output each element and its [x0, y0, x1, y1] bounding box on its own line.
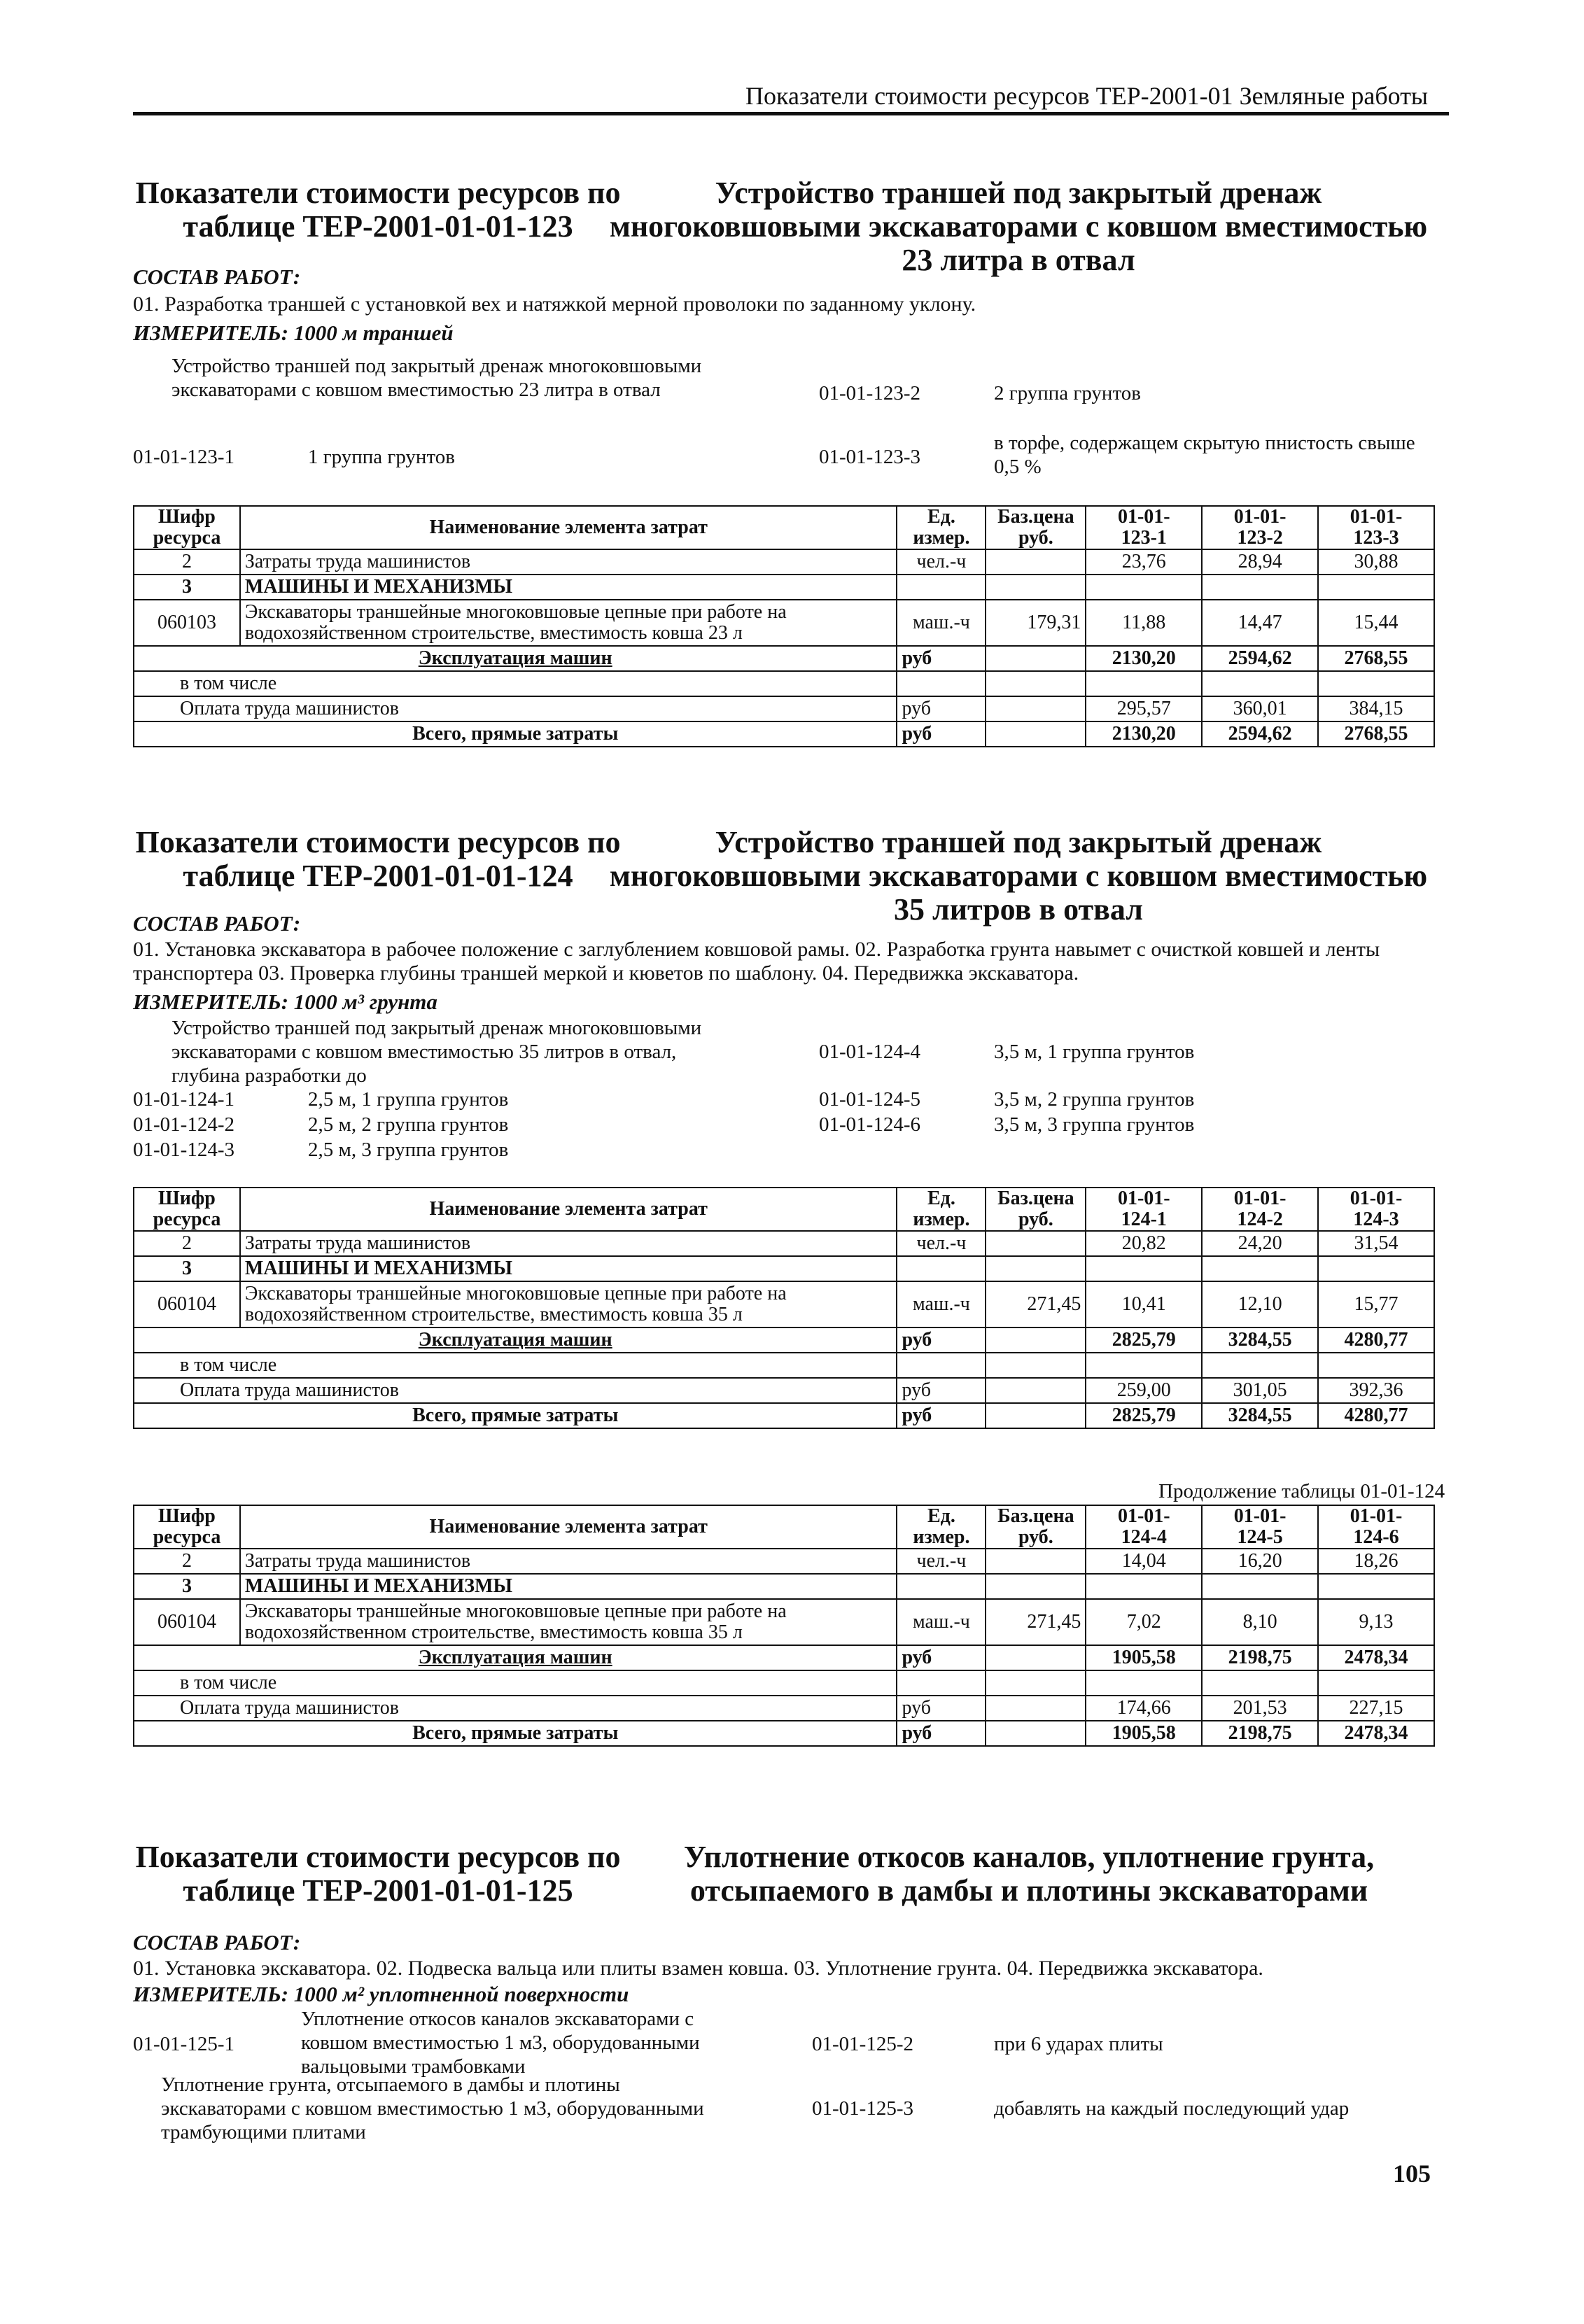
- table-row: Оплата труда машинистов руб 259,00 301,05 392,36: [134, 1378, 1434, 1403]
- table-row: Эксплуатация машин руб 2825,79 3284,55 4280,77: [134, 1328, 1434, 1353]
- section-123-title-left: Показатели стоимости ресурсов по таблице ТЕР-2001-01-01-123: [135, 176, 621, 244]
- code-124-2-text: 2,5 м, 2 группа грунтов: [308, 1113, 509, 1136]
- section-123-description: Устройство траншей под закрытый дренаж многоковшовыми экскаваторами с ковшом вместимостью 23 литра в отвал: [171, 355, 702, 401]
- cost-table-123: [133, 505, 1435, 747]
- header-unit: Ед. измер.: [897, 506, 986, 549]
- header-col-3: 01-01- 124-6: [1318, 1505, 1434, 1549]
- page-number: 105: [1393, 2160, 1431, 2188]
- meter-label: ИЗМЕРИТЕЛЬ: 1000 м² уплотненной поверхности: [133, 1982, 629, 2006]
- table-row: Эксплуатация машин руб 2130,20 2594,62 2768,55: [134, 646, 1434, 671]
- code-125-3: 01-01-125-3: [812, 2097, 913, 2120]
- table-row: 2 Затраты труда машинистов чел.-ч 20,82 24,20 31,54: [134, 1231, 1434, 1256]
- code-123-3-text: в торфе, содержащем скрытую пнистость свыше 0,5 %: [994, 432, 1415, 478]
- header-col-2: 01-01- 123-2: [1202, 506, 1318, 549]
- section-124-description: Устройство траншей под закрытый дренаж многоковшовыми экскаваторами с ковшом вместимостью 35 литров в отвал, глубина разработки до: [171, 1017, 702, 1087]
- section-125-title-right: Уплотнение откосов каналов, уплотнение грунта, отсыпаемого в дамбы и плотины экскаваторами: [683, 1840, 1375, 1908]
- header-code: Шифр ресурса: [134, 1505, 240, 1549]
- header-col-1: 01-01- 124-4: [1086, 1505, 1202, 1549]
- section-125-title-left: Показатели стоимости ресурсов по таблице ТЕР-2001-01-01-125: [135, 1840, 621, 1908]
- running-header: Показатели стоимости ресурсов ТЕР-2001-01 Земляные работы: [745, 82, 1429, 110]
- composition-label: СОСТАВ РАБОТ:: [133, 911, 301, 936]
- header-col-1: 01-01- 124-1: [1086, 1188, 1202, 1231]
- header-name: Наименование элемента затрат: [240, 1505, 897, 1549]
- table-row: в том числе: [134, 671, 1434, 696]
- header-unit: Ед. измер.: [897, 1188, 986, 1231]
- header-col-3: 01-01- 124-3: [1318, 1188, 1434, 1231]
- header-unit: Ед. измер.: [897, 1505, 986, 1549]
- section-124-title-left: Показатели стоимости ресурсов по таблице ТЕР-2001-01-01-124: [135, 825, 621, 893]
- section-125-description: Уплотнение грунта, отсыпаемого в дамбы и плотины экскаваторами с ковшом вместимостью 1 м3, оборудованными трамбующими плитами: [161, 2073, 704, 2143]
- code-124-3-text: 2,5 м, 3 группа грунтов: [308, 1139, 509, 1161]
- header-col-1: 01-01- 123-1: [1086, 506, 1202, 549]
- table-row: Всего, прямые затраты руб 1905,58 2198,75 2478,34: [134, 1721, 1434, 1746]
- code-124-1: 01-01-124-1: [133, 1088, 234, 1111]
- code-125-2: 01-01-125-2: [812, 2033, 913, 2055]
- table-row: 2 Затраты труда машинистов чел.-ч 23,76 28,94 30,88: [134, 549, 1434, 575]
- code-123-2: 01-01-123-2: [819, 382, 920, 404]
- header-code: Шифр ресурса: [134, 1188, 240, 1231]
- code-123-1: 01-01-123-1: [133, 446, 234, 468]
- header-name: Наименование элемента затрат: [240, 1188, 897, 1231]
- code-125-1: 01-01-125-1: [133, 2033, 234, 2055]
- code-124-3: 01-01-124-3: [133, 1139, 234, 1161]
- header-col-3: 01-01- 123-3: [1318, 506, 1434, 549]
- composition-text: 01. Установка экскаватора. 02. Подвеска вальца или плиты взамен ковша. 03. Уплотнение грунта. 04. Передвижка экскаватора.: [133, 1957, 1263, 1980]
- header-col-2: 01-01- 124-2: [1202, 1188, 1318, 1231]
- table-row: Оплата труда машинистов руб 174,66 201,53 227,15: [134, 1696, 1434, 1721]
- code-124-4: 01-01-124-4: [819, 1041, 920, 1063]
- code-123-3: 01-01-123-3: [819, 446, 920, 468]
- table-row: в том числе: [134, 1353, 1434, 1378]
- section-124-title-right: Устройство траншей под закрытый дренаж многоковшовыми экскаваторами с ковшом вместимостью 35 литров в отвал: [609, 825, 1428, 927]
- code-124-1-text: 2,5 м, 1 группа грунтов: [308, 1088, 509, 1111]
- header-price: Баз.цена руб.: [986, 506, 1086, 549]
- table-row: в том числе: [134, 1670, 1434, 1696]
- cost-table-124-part-2: [133, 1505, 1435, 1747]
- table-row: 3 МАШИНЫ И МЕХАНИЗМЫ: [134, 575, 1434, 600]
- table-row: 3 МАШИНЫ И МЕХАНИЗМЫ: [134, 1574, 1434, 1599]
- header-rule: [133, 112, 1449, 115]
- header-price: Баз.цена руб.: [986, 1188, 1086, 1231]
- code-124-6: 01-01-124-6: [819, 1113, 920, 1136]
- code-123-2-text: 2 группа грунтов: [994, 382, 1141, 404]
- table-row: 2 Затраты труда машинистов чел.-ч 14,04 16,20 18,26: [134, 1549, 1434, 1574]
- code-124-5: 01-01-124-5: [819, 1088, 920, 1111]
- header-name: Наименование элемента затрат: [240, 506, 897, 549]
- table-row: 060103 Экскаваторы траншейные многоковшовые цепные при работе на водохозяйственном строительстве, вместимость ковша 23 л маш.-ч 179,31 11,88 14,47 15,44: [134, 600, 1434, 646]
- cost-table-124-part-1: [133, 1187, 1435, 1429]
- meter-label: ИЗМЕРИТЕЛЬ: 1000 м³ грунта: [133, 990, 437, 1014]
- code-124-5-text: 3,5 м, 2 группа грунтов: [994, 1088, 1195, 1111]
- table-row: Эксплуатация машин руб 1905,58 2198,75 2478,34: [134, 1645, 1434, 1670]
- header-price: Баз.цена руб.: [986, 1505, 1086, 1549]
- meter-label: ИЗМЕРИТЕЛЬ: 1000 м траншей: [133, 321, 454, 345]
- code-124-4-text: 3,5 м, 1 группа грунтов: [994, 1041, 1195, 1063]
- header-code: Шифр ресурса: [134, 506, 240, 549]
- code-125-2-text: при 6 ударах плиты: [994, 2033, 1163, 2055]
- code-125-3-text: добавлять на каждый последующий удар: [994, 2097, 1350, 2120]
- composition-label: СОСТАВ РАБОТ:: [133, 265, 301, 289]
- code-124-6-text: 3,5 м, 3 группа грунтов: [994, 1113, 1195, 1136]
- table-row: Оплата труда машинистов руб 295,57 360,01 384,15: [134, 696, 1434, 721]
- header-col-2: 01-01- 124-5: [1202, 1505, 1318, 1549]
- section-123-title-right: Устройство траншей под закрытый дренаж многоковшовыми экскаваторами с ковшом вместимостью 23 литра в отвал: [609, 176, 1428, 277]
- composition-label: СОСТАВ РАБОТ:: [133, 1930, 301, 1955]
- table-row: 3 МАШИНЫ И МЕХАНИЗМЫ: [134, 1256, 1434, 1281]
- table-row: Всего, прямые затраты руб 2130,20 2594,62 2768,55: [134, 721, 1434, 747]
- code-125-1-text: Уплотнение откосов каналов экскаваторами с ковшом вместимостью 1 м3, оборудованными вальцовыми трамбовками: [301, 2008, 700, 2078]
- table-row: 060104 Экскаваторы траншейные многоковшовые цепные при работе на водохозяйственном строительстве, вместимость ковша 35 л маш.-ч 271,45 10,41 12,10 15,77: [134, 1281, 1434, 1328]
- composition-text: 01. Разработка траншей с установкой вех и натяжкой мерной проволоки по заданному уклону.: [133, 293, 976, 316]
- table-row: 060104 Экскаваторы траншейные многоковшовые цепные при работе на водохозяйственном строительстве, вместимость ковша 35 л маш.-ч 271,45 7,02 8,10 9,13: [134, 1599, 1434, 1645]
- code-123-1-text: 1 группа грунтов: [308, 446, 455, 468]
- code-124-2: 01-01-124-2: [133, 1113, 234, 1136]
- composition-text: 01. Установка экскаватора в рабочее положение с заглублением ковшовой рамы. 02. Разработка грунта навымет с очисткой ковшей и ленты транспортера 03. Проверка глубины траншей меркой и кюветов по шаблону. 04. Передвижка экскаватора.: [133, 938, 1380, 985]
- continuation-label: Продолжение таблицы 01-01-124: [1158, 1480, 1445, 1502]
- table-row: Всего, прямые затраты руб 2825,79 3284,55 4280,77: [134, 1403, 1434, 1428]
